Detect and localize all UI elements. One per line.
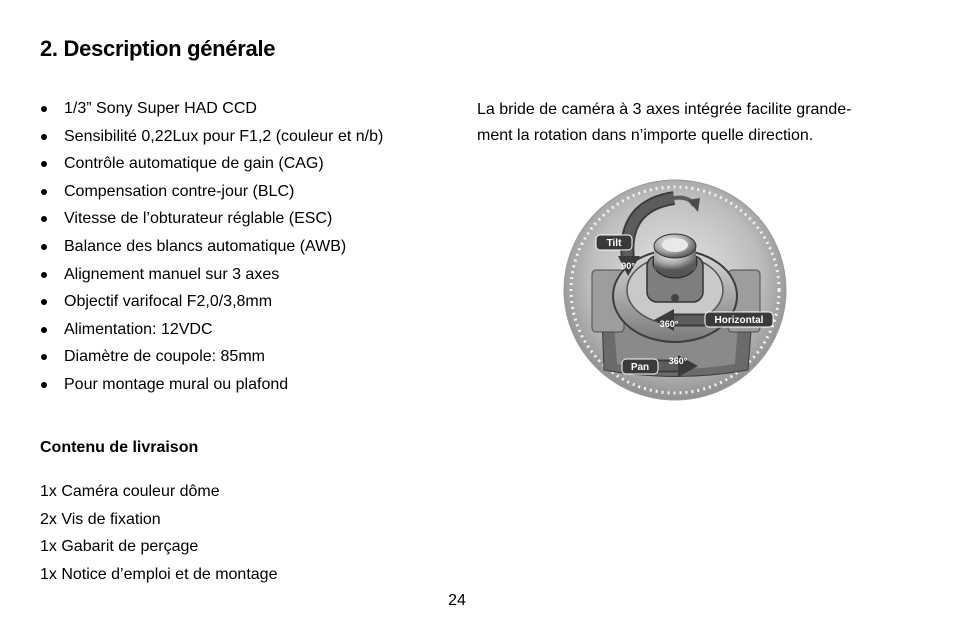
feature-item: Diamètre de coupole: 85mm [40, 343, 383, 371]
feature-item: Pour montage mural ou plafond [40, 371, 383, 399]
camera-gimbal-image [562, 178, 788, 402]
description-line: La bride de caméra à 3 axes intégrée facilite grande- [477, 101, 852, 118]
horizontal-angle: 360° [659, 319, 679, 329]
feature-item: 1/3” Sony Super HAD CCD [40, 95, 383, 123]
delivery-item: 1x Caméra couleur dôme [40, 483, 220, 500]
dome-camera-3-axis-illustration [562, 178, 788, 402]
horizontal-label: Horizontal [714, 315, 764, 326]
feature-item: Sensibilité 0,22Lux pour F1,2 (couleur et n/b) [40, 123, 383, 151]
feature-item: Vitesse de l’obturateur réglable (ESC) [40, 205, 383, 233]
delivery-heading: Contenu de livraison [40, 439, 199, 456]
tilt-label: Tilt [606, 238, 622, 249]
feature-item: Contrôle automatique de gain (CAG) [40, 150, 383, 178]
feature-item: Objectif varifocal F2,0/3,8mm [40, 288, 383, 316]
feature-item: Alignement manuel sur 3 axes [40, 261, 383, 289]
gimbal-description [477, 97, 877, 149]
feature-item: Balance des blancs automatique (AWB) [40, 233, 383, 261]
delivery-item: 1x Notice d’emploi et de montage [40, 565, 278, 583]
description-line: ment la rotation dans n’importe quelle direction. [477, 127, 814, 144]
feature-item: Alimentation: 12VDC [40, 316, 383, 344]
tilt-angle: 90° [621, 261, 635, 271]
feature-list [40, 95, 383, 399]
pan-label: Pan [630, 362, 650, 373]
delivery-list [40, 478, 277, 588]
page-number: 24 [448, 592, 466, 609]
page-title: 2. Description générale [40, 36, 276, 61]
feature-item: Compensation contre-jour (BLC) [40, 178, 383, 206]
delivery-item: 2x Vis de fixation [40, 510, 161, 528]
delivery-item: 1x Gabarit de perçage [40, 538, 199, 555]
pan-angle: 360° [668, 356, 688, 366]
